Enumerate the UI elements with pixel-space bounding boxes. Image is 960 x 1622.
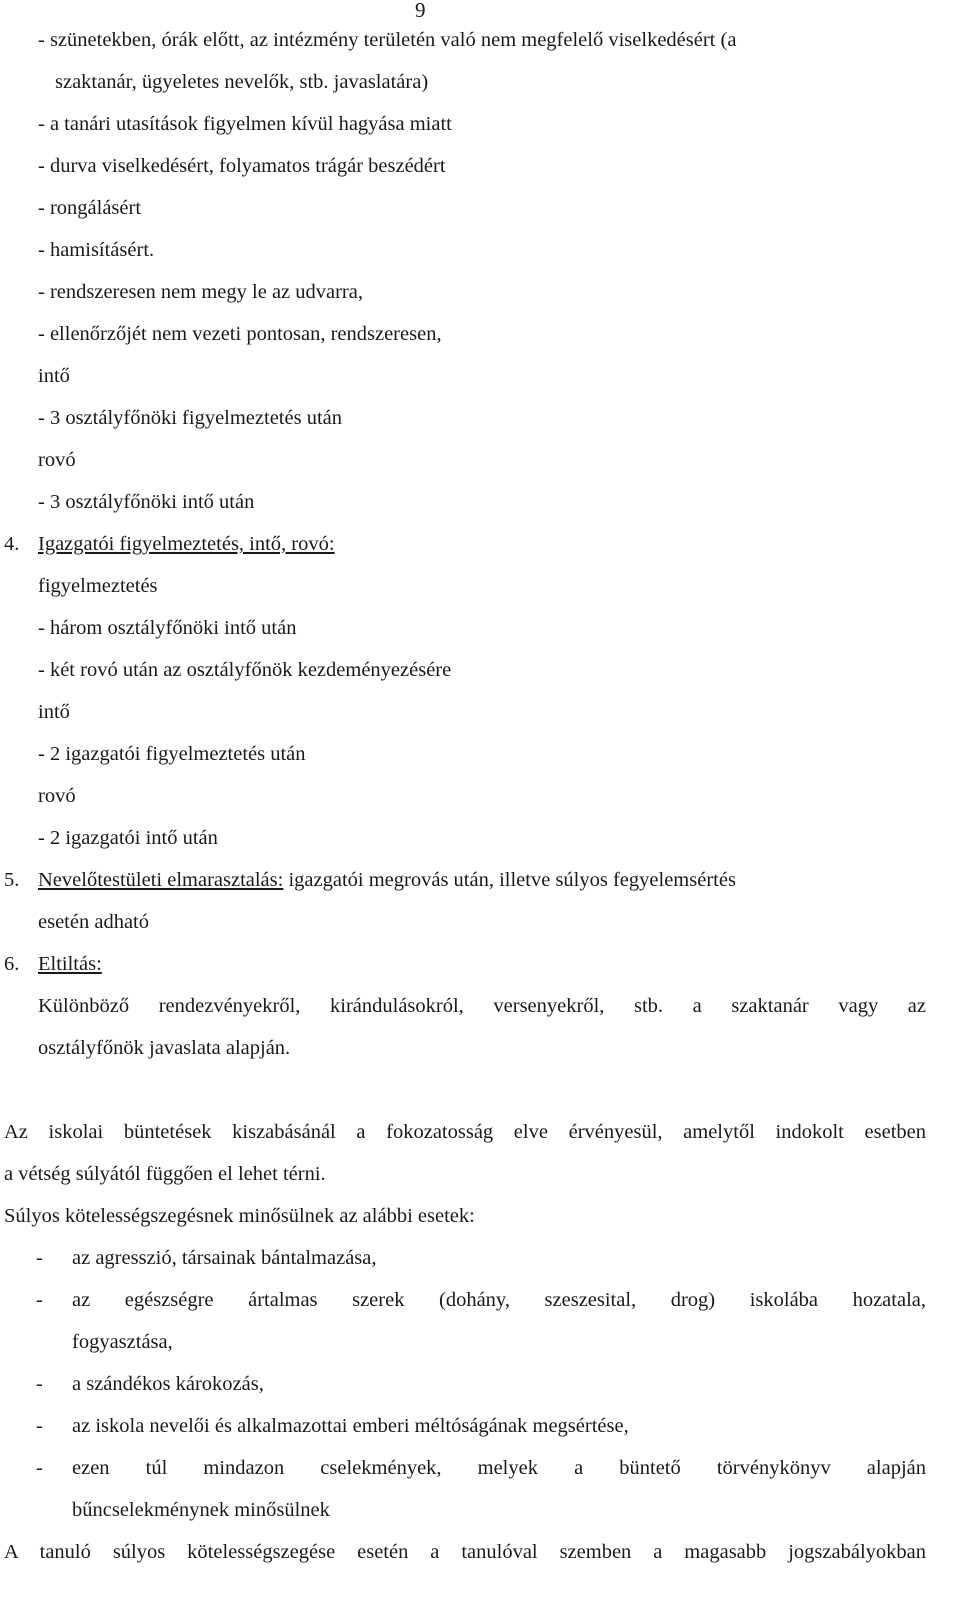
section-text: igazgatói megrovás után, illetve súlyos fegyelemsértés (283, 869, 736, 891)
bullet-dash: - (36, 1289, 43, 1311)
category-label: rovó (38, 449, 76, 471)
section-title: Igazgatói figyelmeztetés, intő, rovó: (38, 533, 335, 555)
text-line: - durva viselkedésért, folyamatos trágár beszédért (38, 155, 446, 177)
text-line: - két rovó után az osztályfőnök kezdeményezésére (38, 659, 452, 681)
paragraph-line: A tanuló súlyos kötelességszegése esetén a tanulóval szemben a magasabb jogszabályokban (4, 1541, 926, 1563)
text-line: - rendszeresen nem megy le az udvarra, (38, 281, 363, 303)
text-line: - szünetekben, órák előtt, az intézmény területén való nem megfelelő viselkedésért (a (38, 29, 737, 51)
bullet-text: az egészségre ártalmas szerek (dohány, szeszesital, drog) iskolába hozatala, (72, 1289, 926, 1311)
text-line: - ellenőrzőjét nem vezeti pontosan, rendszeresen, (38, 323, 442, 345)
category-label: figyelmeztetés (38, 575, 158, 597)
text-line: osztályfőnök javaslata alapján. (38, 1037, 291, 1059)
text-line: Különböző rendezvényekről, kirándulásokról, versenyekről, stb. a szaktanár vagy az (38, 995, 926, 1017)
paragraph-line: a vétség súlyától függően el lehet térni. (4, 1163, 326, 1185)
category-label: rovó (38, 785, 76, 807)
paragraph-line: Súlyos kötelességszegésnek minősülnek az alábbi esetek: (4, 1205, 475, 1227)
text-line: - 2 igazgatói figyelmeztetés után (38, 743, 306, 765)
text-line: szaktanár, ügyeletes nevelők, stb. javaslatára) (55, 71, 429, 93)
bullet-text: a szándékos károkozás, (72, 1373, 264, 1395)
bullet-text: ezen túl mindazon cselekmények, melyek a büntető törvénykönyv alapján (72, 1457, 926, 1479)
section-line (38, 870, 736, 891)
bullet-dash: - (36, 1415, 43, 1437)
category-label: intő (38, 701, 70, 723)
section-number: 4. (4, 533, 20, 555)
text-line: - hamisításért. (38, 239, 155, 261)
text-line: - rongálásért (38, 197, 142, 219)
section-title: Nevelőtestületi elmarasztalás: (38, 869, 284, 891)
paragraph-line: Az iskolai büntetések kiszabásánál a fokozatosság elve érvényesül, amelytől indokolt esetben (4, 1121, 926, 1143)
text-line: - 3 osztályfőnöki figyelmeztetés után (38, 407, 342, 429)
section-title: Eltiltás: (38, 953, 102, 975)
bullet-text: az iskola nevelői és alkalmazottai emberi méltóságának megsértése, (72, 1415, 629, 1437)
bullet-text: az agresszió, társainak bántalmazása, (72, 1247, 377, 1269)
section-number: 5. (4, 869, 20, 891)
bullet-text: bűncselekménynek minősülnek (72, 1499, 330, 1521)
bullet-dash: - (36, 1247, 43, 1269)
text-line: - 3 osztályfőnöki intő után (38, 491, 255, 513)
text-line: - a tanári utasítások figyelmen kívül hagyása miatt (38, 113, 452, 135)
bullet-text: fogyasztása, (72, 1331, 173, 1353)
section-number: 6. (4, 953, 20, 975)
text-line: - három osztályfőnöki intő után (38, 617, 297, 639)
text-line: esetén adható (38, 911, 149, 933)
bullet-dash: - (36, 1457, 43, 1479)
text-line: - 2 igazgatói intő után (38, 827, 218, 849)
category-label: intő (38, 365, 70, 387)
bullet-dash: - (36, 1373, 43, 1395)
page-number: 9 (415, 0, 426, 22)
